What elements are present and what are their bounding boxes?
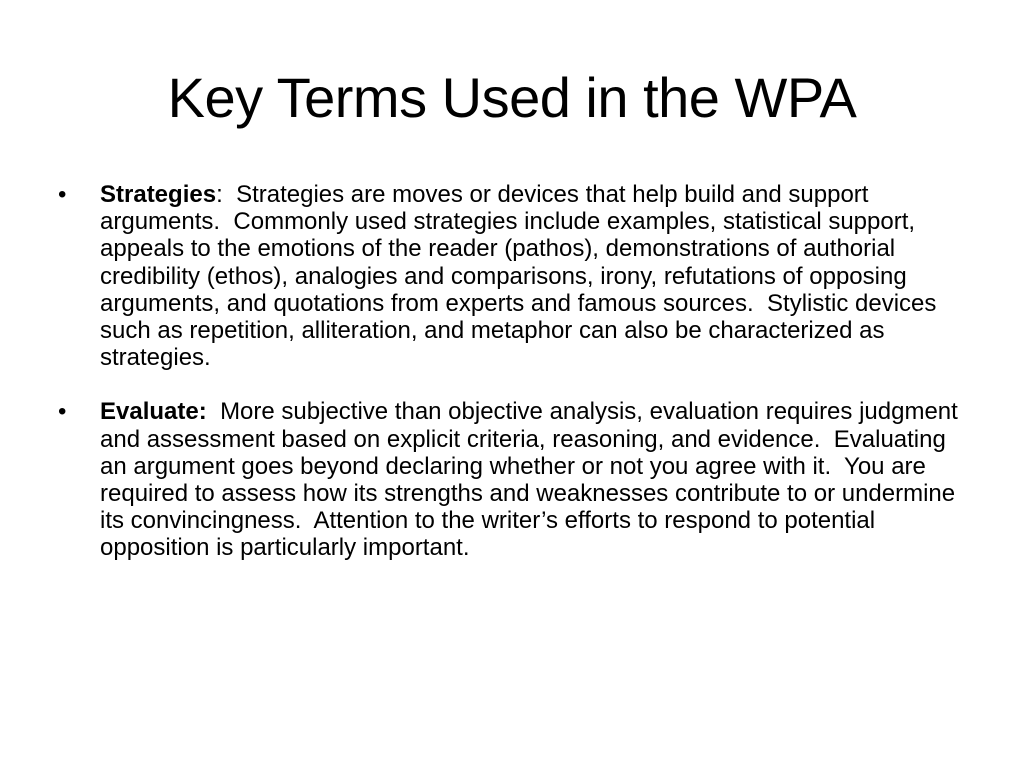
term-label: Evaluate: bbox=[100, 398, 207, 426]
term-separator bbox=[207, 398, 220, 425]
bullet-list bbox=[58, 181, 978, 589]
bullet-item-strategies bbox=[58, 181, 978, 371]
slide-title: Key Terms Used in the WPA bbox=[167, 66, 857, 129]
bullet-item-evaluate bbox=[58, 398, 978, 561]
term-separator: : bbox=[216, 181, 237, 208]
term-definition: More subjective than objective analysis, evaluation requires judgment and assessment based on explicit criteria, reasoning, and evidence. Evaluating an argument goes beyond declaring whether or not you agree with it. You are required to assess how its strengths and weaknesses contribute to or undermine its convincingness. Attention to the writer’s efforts to respond to potential opposition is particularly important. bbox=[100, 398, 965, 562]
bullet-icon: • bbox=[58, 398, 67, 426]
term-definition: Strategies are moves or devices that help build and support arguments. Commonly used strategies include examples, statistical support, appeals to the emotions of the reader (pathos), demonstrations of authorial credibility (ethos), analogies and comparisons, irony, refutations of opposing arguments, and quotations from experts and famous sources. Stylistic devices such as repetition, alliteration, and metaphor can also be characterized as strategies. bbox=[100, 181, 944, 372]
bullet-icon: • bbox=[58, 181, 67, 208]
term-label: Strategies bbox=[100, 181, 217, 208]
